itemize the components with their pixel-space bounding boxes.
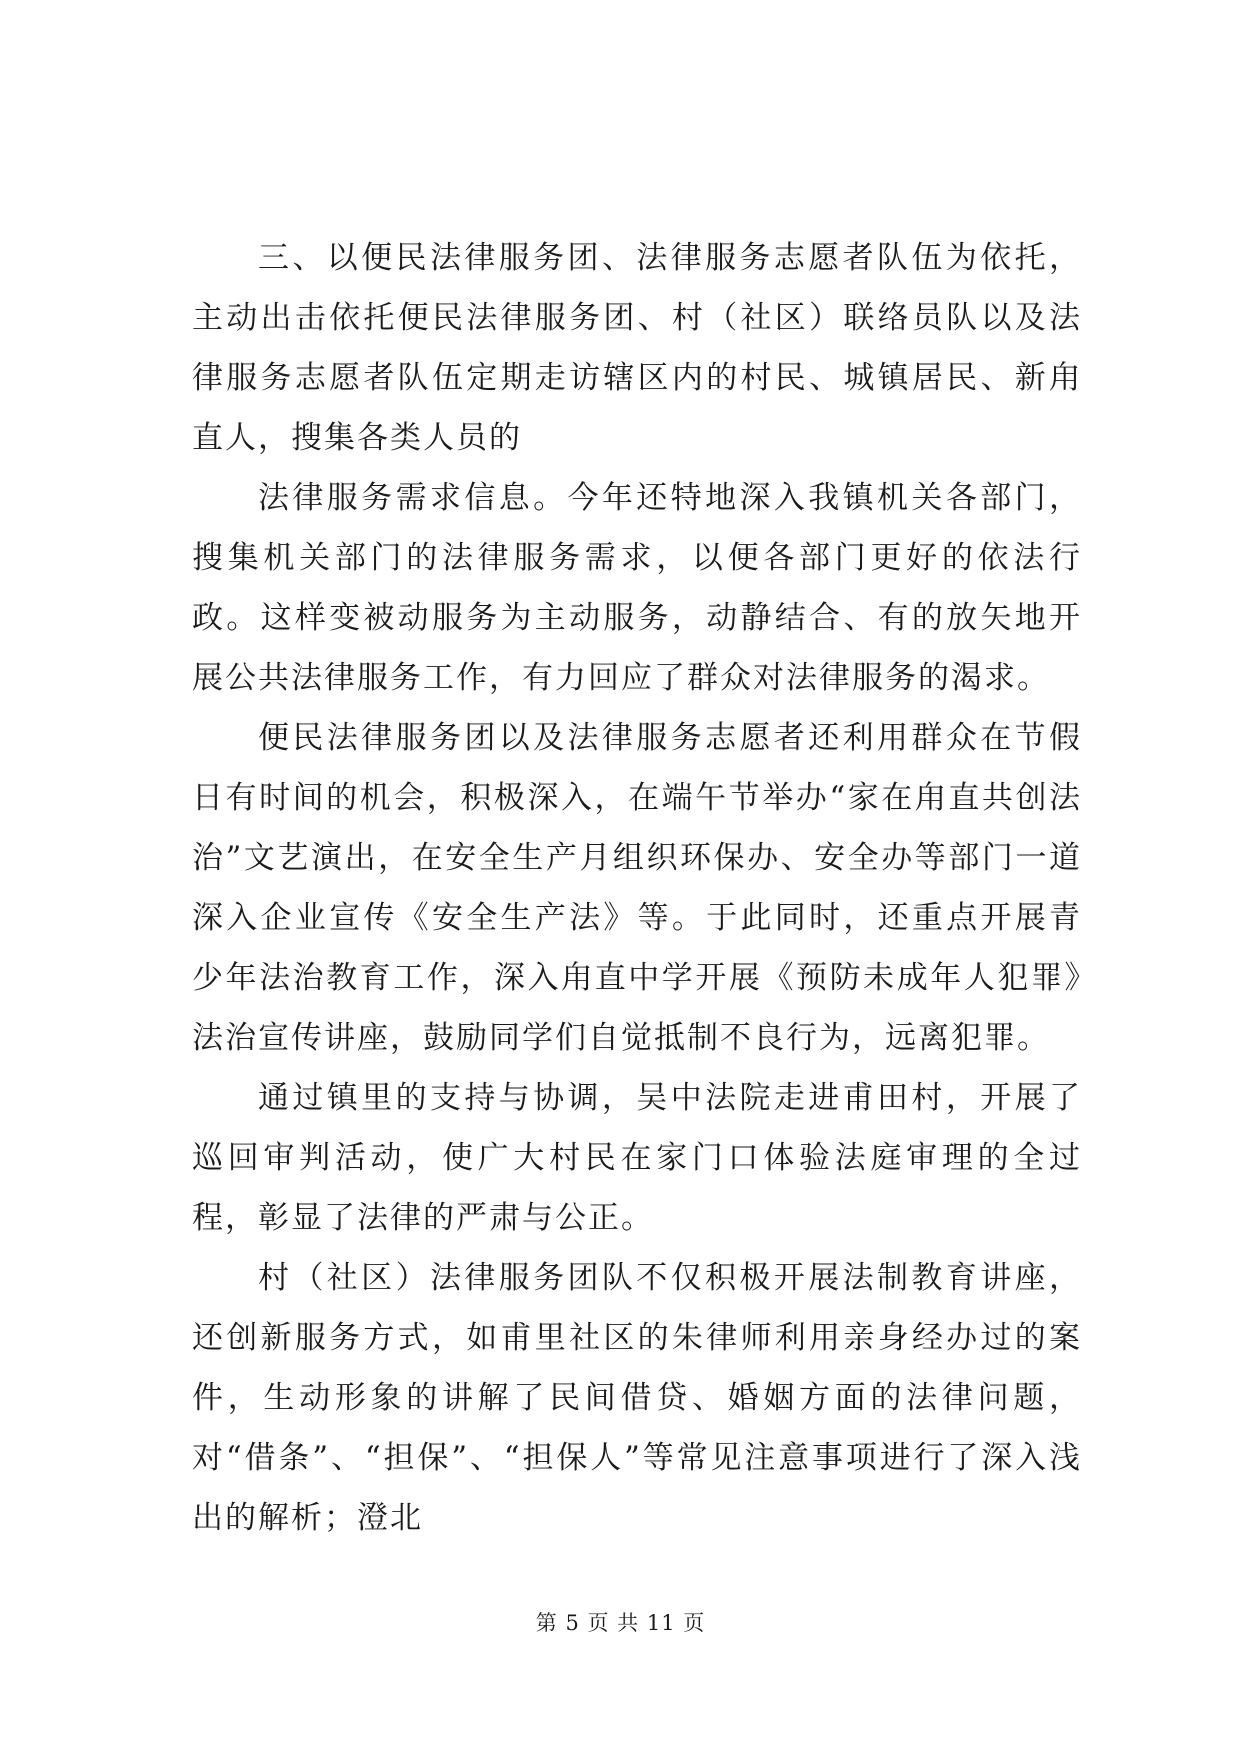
paragraph-1: 三、以便民法律服务团、法律服务志愿者队伍为依托，主动出击依托便民法律服务团、村（社区）联络员队以及法律服务志愿者队伍定期走访辖区内的村民、城镇居民、新甪直人，搜集各类人员的 (192, 240, 1082, 456)
paragraph-2: 法律服务需求信息。今年还特地深入我镇机关各部门，搜集机关部门的法律服务需求，以便各部门更好的依法行政。这样变被动服务为主动服务，动静结合、有的放矢地开展公共法律服务工作，有力回应了群众对法律服务的渴求。 (192, 480, 1082, 696)
paragraph-5: 村（社区）法律服务团队不仅积极开展法制教育讲座，还创新服务方式，如甫里社区的朱律师利用亲身经办过的案件，生动形象的讲解了民间借贷、婚姻方面的法律问题，对“借条”、“担保”、“担保人”等常见注意事项进行了深入浅出的解析；澄北 (192, 1260, 1082, 1536)
page-number-footer: 第 5 页 共 11 页 (535, 1611, 706, 1635)
paragraph-3: 便民法律服务团以及法律服务志愿者还利用群众在节假日有时间的机会，积极深入，在端午节举办“家在甪直共创法治”文艺演出，在安全生产月组织环保办、安全办等部门一道深入企业宣传《安全生产法》等。于此同时，还重点开展青少年法治教育工作，深入甪直中学开展《预防未成年人犯罪》法治宣传讲座，鼓励同学们自觉抵制不良行为，远离犯罪。 (192, 720, 1082, 1056)
paragraph-4: 通过镇里的支持与协调，吴中法院走进甫田村，开展了巡回审判活动，使广大村民在家门口体验法庭审理的全过程，彰显了法律的严肃与公正。 (192, 1080, 1082, 1236)
document-body (192, 228, 1082, 1548)
